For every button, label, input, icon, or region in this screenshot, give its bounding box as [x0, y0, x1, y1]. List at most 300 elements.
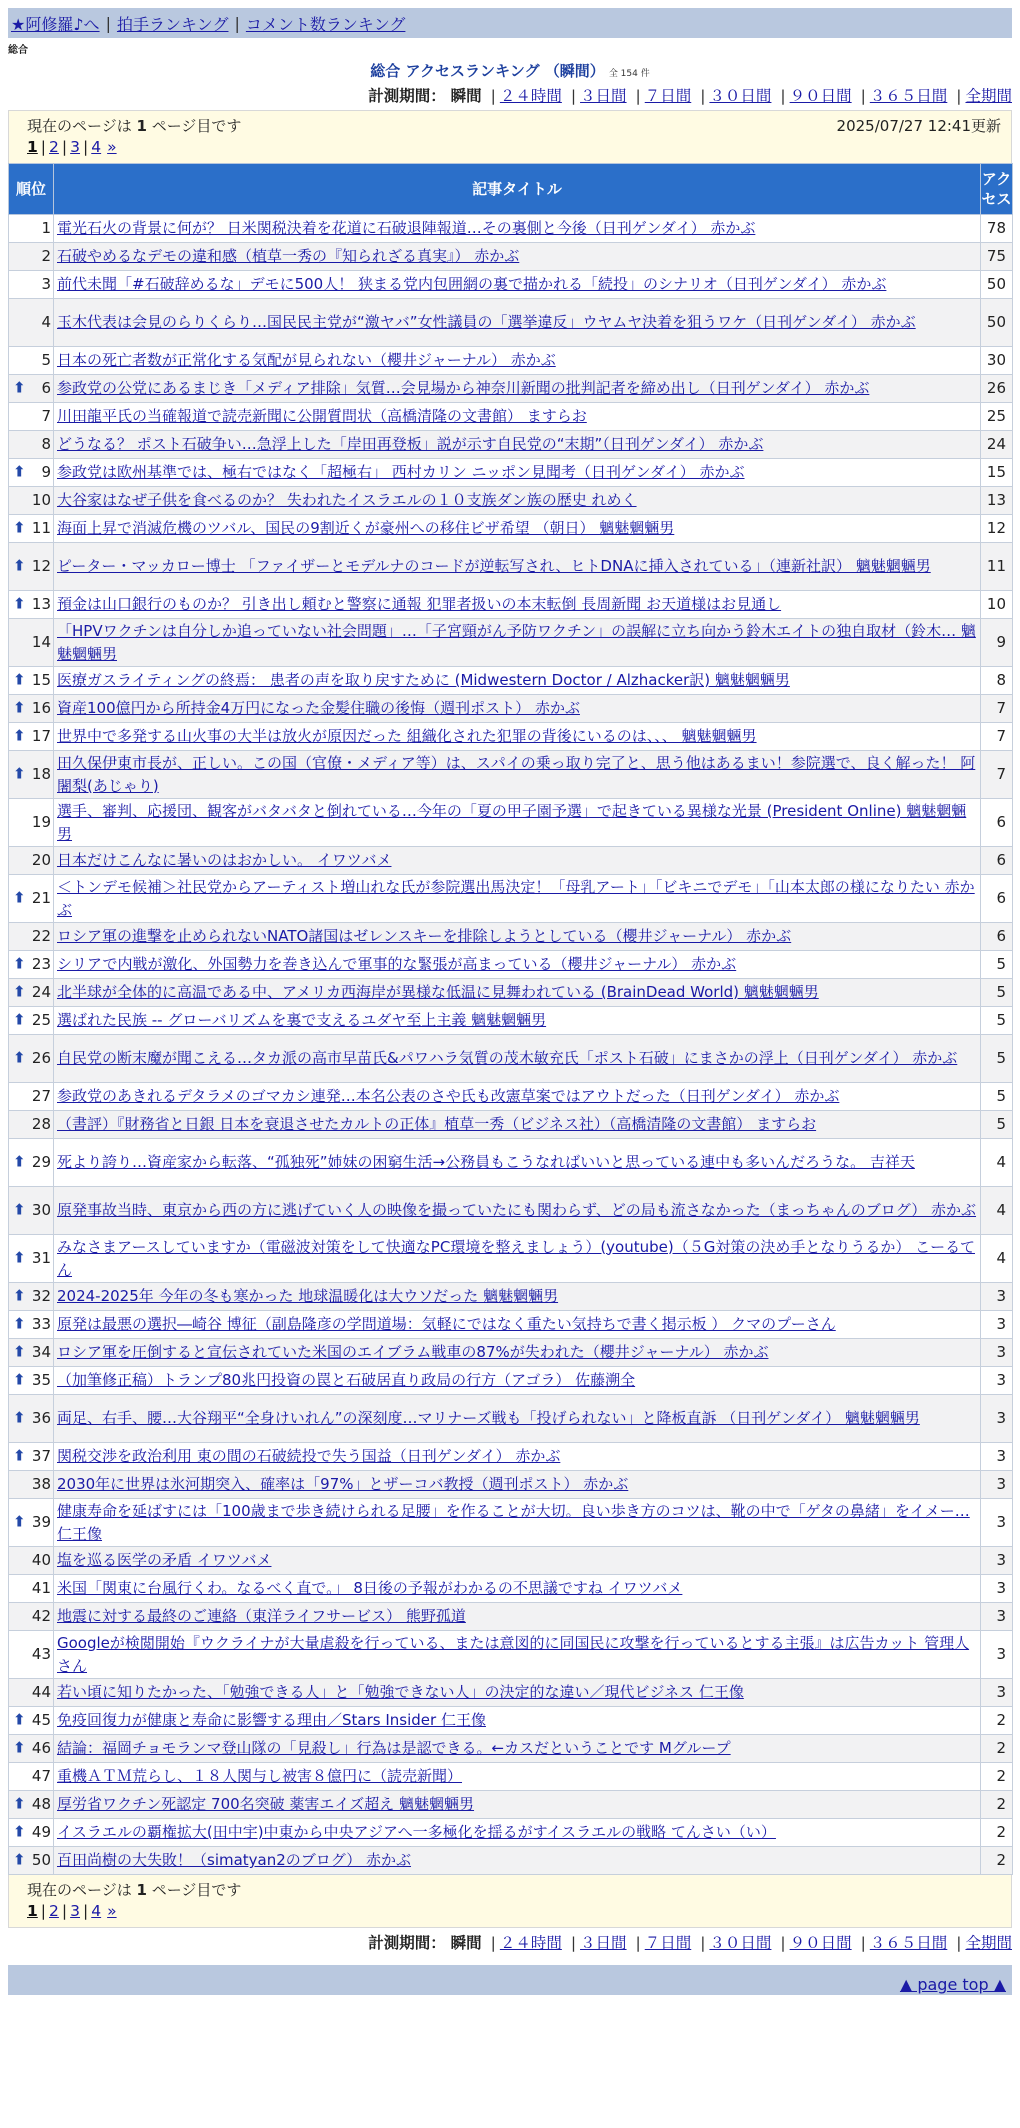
pager-current: 1	[27, 1902, 38, 1920]
table-row	[9, 667, 1013, 695]
rank-up-icon: ⬆	[13, 461, 26, 480]
rank-cell	[9, 347, 54, 375]
period-365d[interactable]: ３６５日間	[869, 1934, 948, 1952]
page-info-suffix: ページ目です	[151, 117, 242, 135]
rank-up-icon: ⬆	[13, 1285, 26, 1304]
rank-number: 39	[31, 1513, 51, 1531]
rank-number: 18	[31, 765, 51, 783]
article-link[interactable]: 関税交渉を政治利用 東の間の石破続投で失う国益（日刊ゲンダイ） 赤かぶ	[57, 1447, 561, 1465]
rank-number: 48	[31, 1795, 51, 1813]
access-count: 24	[981, 431, 1013, 459]
page-info-prefix: 現在のページは	[27, 1881, 132, 1899]
title-cell	[54, 619, 981, 667]
title-cell	[54, 1763, 981, 1791]
table-row	[9, 723, 1013, 751]
table-row	[9, 1443, 1013, 1471]
rank-up-icon: ⬆	[13, 887, 26, 906]
rank-cell	[9, 243, 54, 271]
pager-page-3[interactable]: 3	[70, 1902, 81, 1920]
period-24h[interactable]: ２４時間	[499, 87, 562, 105]
rank-up-icon: ⬆	[13, 1407, 26, 1426]
rank-up-icon: ⬆	[13, 697, 26, 716]
title-cell	[54, 347, 981, 375]
access-count: 6	[981, 799, 1013, 847]
rank-up-icon: ⬆	[13, 1445, 26, 1464]
period-90d[interactable]: ９０日間	[789, 87, 852, 105]
article-link[interactable]: 北半球が全体的に高温である中、アメリカ西海岸が異様な低温に見舞われている (BrainDead World) 魑魅魍魎男	[57, 983, 819, 1001]
access-count: 3	[981, 1339, 1013, 1367]
article-link[interactable]: 塩を巡る医学の矛盾 イワツバメ	[57, 1551, 272, 1569]
rank-cell	[9, 751, 54, 799]
ranking-table	[8, 163, 1013, 1875]
table-row	[9, 215, 1013, 243]
article-link[interactable]: 玉木代表は会見のらりくらり…国民民主党が“激ヤバ”女性議員の「選挙違反」ウヤムヤ決着を狙うワケ（日刊ゲンダイ） 赤かぶ	[57, 313, 916, 331]
article-link[interactable]: 選手、審判、応援団、観客がバタバタと倒れている…今年の「夏の甲子園予選」で起きている異様な光景 (President Online) 魑魅魍魎男	[57, 801, 967, 843]
total-count: 全 154 件	[608, 69, 650, 79]
table-row	[9, 1847, 1013, 1875]
rank-cell	[9, 1111, 54, 1139]
access-count: 3	[981, 1471, 1013, 1499]
article-link[interactable]: どうなる？ ポスト石破争い…急浮上した「岸田再登板」説が示す自民党の“末期”（日刊ゲンダイ） 赤かぶ	[57, 435, 764, 453]
pager-page-4[interactable]: 4	[91, 138, 102, 156]
title-cell	[54, 1707, 981, 1735]
table-header-row	[9, 164, 1013, 215]
rank-number: 15	[31, 671, 51, 689]
article-link[interactable]: 川田龍平氏の当確報道で読売新聞に公開質問状（高橋清隆の文書館） ますらお	[57, 407, 587, 425]
rank-number: 25	[31, 1011, 51, 1029]
article-link[interactable]: 原発は最悪の選択―崎谷 博征（副島隆彦の学問道場：気軽にではなく重たい気持ちで書く掲示板 ） クマのプーさん	[57, 1315, 836, 1333]
table-row	[9, 1187, 1013, 1235]
table-row	[9, 1679, 1013, 1707]
pager-bottom: 1 | 2 | 3 | 4 »	[27, 1902, 117, 1920]
access-count: 3	[981, 1547, 1013, 1575]
rank-number: 11	[31, 519, 51, 537]
rank-up-icon: ⬆	[13, 669, 26, 688]
table-row	[9, 1547, 1013, 1575]
rank-number: 37	[31, 1447, 51, 1465]
rank-up-icon: ⬆	[13, 1369, 26, 1388]
rank-cell	[9, 667, 54, 695]
rank-cell	[9, 1819, 54, 1847]
table-row	[9, 543, 1013, 591]
period-30d[interactable]: ３０日間	[709, 1934, 772, 1952]
table-row	[9, 923, 1013, 951]
access-count: 3	[981, 1367, 1013, 1395]
title-cell	[54, 1443, 981, 1471]
period-24h[interactable]: ２４時間	[499, 1934, 562, 1952]
rank-cell	[9, 1763, 54, 1791]
table-row	[9, 1603, 1013, 1631]
article-link[interactable]: 日本だけこんなに暑いのはおかしい。 イワツバメ	[57, 851, 392, 869]
table-row	[9, 1367, 1013, 1395]
rank-number: 47	[31, 1767, 51, 1785]
article-link[interactable]: 医療ガスライティングの終焉： 患者の声を取り戻すために (Midwestern Doctor / Alzhacker訳) 魑魅魍魎男	[57, 671, 790, 689]
rank-cell	[9, 1679, 54, 1707]
period-365d[interactable]: ３６５日間	[869, 87, 948, 105]
table-row	[9, 271, 1013, 299]
rank-cell	[9, 695, 54, 723]
access-count: 3	[981, 1395, 1013, 1443]
article-link[interactable]: 選ばれた民族 -- グローバリズムを裏で支えるユダヤ至上主義 魑魅魍魎男	[57, 1011, 547, 1029]
pager-next[interactable]: »	[107, 1902, 117, 1920]
rank-number: 17	[31, 727, 51, 745]
rank-number: 36	[31, 1409, 51, 1427]
article-link[interactable]: 地震に対する最終のご連絡（東洋ライフサービス） 熊野孤道	[57, 1607, 466, 1625]
title-cell	[54, 923, 981, 951]
title-cell	[54, 695, 981, 723]
article-link[interactable]: 預金は山口銀行のものか？ 引き出し頼むと警察に通報 犯罪者扱いの本末転倒 長周新聞 お天道様はお見通し	[57, 595, 782, 613]
title-cell	[54, 487, 981, 515]
table-row	[9, 847, 1013, 875]
article-link[interactable]: 米国「関東に台風行くわ。なるべく直で。」 8日後の予報がわかるの不思議ですね イワツバメ	[57, 1579, 683, 1597]
rank-number: 22	[31, 927, 51, 945]
table-row	[9, 1235, 1013, 1283]
period-all[interactable]: 全期間	[965, 1934, 1012, 1952]
article-link[interactable]: 結論：福岡チョモランマ登山隊の「見殺し」行為は是認できる。←カスだということです Mグループ	[57, 1739, 731, 1757]
header-access: アクセス	[981, 164, 1013, 215]
page-info-prefix: 現在のページは	[27, 117, 132, 135]
article-link[interactable]: 2024-2025年 今年の冬も寒かった 地球温暖化は大ウソだった 魑魅魍魎男	[57, 1287, 559, 1305]
title-cell	[54, 979, 981, 1007]
table-row	[9, 695, 1013, 723]
table-row	[9, 1631, 1013, 1679]
title-cell	[54, 243, 981, 271]
period-label: 計測期間：	[368, 1934, 446, 1952]
rank-up-icon: ⬆	[13, 953, 26, 972]
rank-cell	[9, 619, 54, 667]
title-cell	[54, 1139, 981, 1187]
article-link[interactable]: みなさまアースしていますか（電磁波対策をして快適なPC環境を整えましょう）(youtube)（５G対策の決め手となりうるか） こーるてん	[57, 1237, 975, 1279]
access-count: 2	[981, 1791, 1013, 1819]
title-cell	[54, 1367, 981, 1395]
pager-page-2[interactable]: 2	[49, 1902, 59, 1920]
access-count: 5	[981, 1007, 1013, 1035]
rank-cell	[9, 1471, 54, 1499]
page-info-box-bottom	[8, 1875, 1012, 1928]
rank-up-icon: ⬆	[13, 1849, 26, 1868]
title-cell	[54, 1035, 981, 1083]
rank-number: 13	[31, 595, 51, 613]
rank-up-icon: ⬆	[13, 1793, 26, 1812]
title-cell	[54, 1339, 981, 1367]
access-count: 5	[981, 979, 1013, 1007]
ranking-title-line	[0, 62, 1020, 83]
rank-number: 28	[31, 1115, 51, 1133]
rank-cell	[9, 1007, 54, 1035]
title-cell	[54, 1283, 981, 1311]
rank-cell	[9, 1547, 54, 1575]
title-cell	[54, 403, 981, 431]
rank-number: 41	[31, 1579, 51, 1597]
top-nav-bar	[8, 8, 1012, 38]
title-cell	[54, 667, 981, 695]
title-cell	[54, 1603, 981, 1631]
title-cell	[54, 515, 981, 543]
access-count: 3	[981, 1603, 1013, 1631]
title-cell	[54, 299, 981, 347]
article-link[interactable]: 2030年に世界は氷河期突入、確率は「97%」とザーコバ教授（週刊ポスト） 赤かぶ	[57, 1475, 629, 1493]
rank-cell	[9, 923, 54, 951]
rank-number: 27	[31, 1087, 51, 1105]
article-link[interactable]: 免疫回復力が健康と寿命に影響する理由／Stars Insider 仁王像	[57, 1711, 486, 1729]
table-row	[9, 1819, 1013, 1847]
rank-number: 38	[31, 1475, 51, 1493]
rank-up-icon: ⬆	[13, 763, 26, 782]
article-link[interactable]: 石破やめるなデモの違和感（植草一秀の『知られざる真実』） 赤かぶ	[57, 247, 520, 265]
page-info-box-top	[8, 110, 1012, 163]
title-cell	[54, 1083, 981, 1111]
nav-separator: |	[234, 13, 240, 33]
title-cell	[54, 591, 981, 619]
rank-up-icon: ⬆	[13, 1341, 26, 1360]
table-row	[9, 591, 1013, 619]
title-cell	[54, 951, 981, 979]
rank-number: 1	[41, 219, 51, 237]
title-cell	[54, 271, 981, 299]
rank-up-icon: ⬆	[13, 1511, 26, 1530]
title-cell	[54, 1575, 981, 1603]
article-link[interactable]: 健康寿命を延ばすには「100歳まで歩き続けられる足腰」を作ることが大切。良い歩き方のコツは、靴の中で「ゲタの鼻緒」をイメー… 仁王像	[57, 1501, 970, 1543]
rank-up-icon: ⬆	[13, 1047, 26, 1066]
title-cell	[54, 543, 981, 591]
nav-link-asyura[interactable]: ★阿修羅♪へ	[11, 14, 100, 34]
rank-number: 23	[31, 955, 51, 973]
title-cell	[54, 375, 981, 403]
rank-cell	[9, 403, 54, 431]
title-cell	[54, 1631, 981, 1679]
rank-up-icon: ⬆	[13, 555, 26, 574]
rank-cell	[9, 847, 54, 875]
rank-up-icon: ⬆	[13, 1009, 26, 1028]
rank-number: 8	[41, 435, 51, 453]
table-row	[9, 1311, 1013, 1339]
table-row	[9, 1763, 1013, 1791]
table-row	[9, 1471, 1013, 1499]
table-row	[9, 951, 1013, 979]
rank-up-icon: ⬆	[13, 1709, 26, 1728]
article-link[interactable]: 海面上昇で消滅危機のツバル、国民の9割近くが豪州への移住ビザ希望 （朝日） 魑魅魍魎男	[57, 519, 675, 537]
access-count: 7	[981, 751, 1013, 799]
article-link[interactable]: 百田尚樹の大失敗！（simatyan2のブログ） 赤かぶ	[57, 1851, 412, 1869]
article-link[interactable]: 田久保伊東市長が、正しい。この国（官僚・メディア等）は、スパイの乗っ取り完了と、思う他はあるまい！参院選で、良く解った！ 阿闍梨(あじゃり)	[57, 753, 976, 795]
rank-cell	[9, 1395, 54, 1443]
article-link[interactable]: ロシア軍を圧倒すると宣伝されていた米国のエイブラム戦車の87%が失われた（櫻井ジャーナル） 赤かぶ	[57, 1343, 769, 1361]
rank-number: 5	[41, 351, 51, 369]
title-cell	[54, 1235, 981, 1283]
pager-page-4[interactable]: 4	[91, 1902, 102, 1920]
access-count: 3	[981, 1679, 1013, 1707]
rank-up-icon: ⬆	[13, 517, 26, 536]
period-all[interactable]: 全期間	[965, 87, 1012, 105]
article-link[interactable]: 「HPVワクチンは自分しか追っていない社会問題」…「子宮頸がん予防ワクチン」の誤解に立ち向かう鈴木エイトの独自取材（鈴木… 魑魅魍魎男	[57, 621, 976, 663]
title-cell	[54, 459, 981, 487]
article-link[interactable]: ＜トンデモ候補＞社民党からアーティスト増山れな氏が参院選出馬決定！「母乳アート」「ビキニでデモ」「山本太郎の様になりたい 赤かぶ	[57, 877, 975, 919]
article-link[interactable]: （書評）『財務省と日銀 日本を衰退させたカルトの正体』植草一秀（ビジネス社）（高橋清隆の文書館） ますらお	[57, 1115, 817, 1133]
pager-top: 1 | 2 | 3 | 4 »	[27, 138, 117, 156]
table-row	[9, 979, 1013, 1007]
access-count: 2	[981, 1707, 1013, 1735]
access-count: 10	[981, 591, 1013, 619]
title-cell	[54, 1791, 981, 1819]
rank-cell	[9, 1791, 54, 1819]
period-30d[interactable]: ３０日間	[709, 87, 772, 105]
table-row	[9, 1283, 1013, 1311]
table-row	[9, 1111, 1013, 1139]
rank-up-icon: ⬆	[13, 593, 26, 612]
article-link[interactable]: 死より誇り…資産家から転落、“孤独死”姉妹の困窮生活→公務員もこうなればいいと思っている連中も多いんだろうな。 吉祥天	[57, 1153, 915, 1171]
section-label: 総合	[8, 45, 28, 56]
page-info-number: 1	[136, 1881, 147, 1899]
rank-number: 42	[31, 1607, 51, 1625]
article-link[interactable]: 自民党の断末魔が聞こえる…タカ派の高市早苗氏&パワハラ気質の茂木敏充氏「ポスト石破」にまさかの浮上（日刊ゲンダイ） 赤かぶ	[57, 1049, 958, 1067]
rank-cell	[9, 487, 54, 515]
title-cell	[54, 875, 981, 923]
access-count: 2	[981, 1763, 1013, 1791]
article-link[interactable]: Googleが検閲開始『ウクライナが大量虐殺を行っている、または意図的に同国民に攻撃を行っているとする主張』は広告カット 管理人さん	[57, 1633, 970, 1675]
access-count: 6	[981, 875, 1013, 923]
period-3d[interactable]: ３日間	[580, 87, 627, 105]
access-count: 13	[981, 487, 1013, 515]
rank-number: 2	[41, 247, 51, 265]
rank-cell	[9, 951, 54, 979]
rank-number: 7	[41, 407, 51, 425]
rank-number: 40	[31, 1551, 51, 1569]
access-count: 3	[981, 1499, 1013, 1547]
article-link[interactable]: （加筆修正稿）トランプ80兆円投資の罠と石破居直り政局の行方（アゴラ） 佐藤溯全	[57, 1371, 636, 1389]
rank-number: 50	[31, 1851, 51, 1869]
article-link[interactable]: ロシア軍の進撃を止められないNATO諸国はゼレンスキーを排除しようとしている（櫻井ジャーナル） 赤かぶ	[57, 927, 792, 945]
title-cell	[54, 1187, 981, 1235]
pager-page-3[interactable]: 3	[70, 138, 81, 156]
title-cell	[54, 431, 981, 459]
article-link[interactable]: 厚労省ワクチン死認定 700名突破 薬害エイズ超え 魑魅魍魎男	[57, 1795, 475, 1813]
rank-cell	[9, 1083, 54, 1111]
rank-cell	[9, 543, 54, 591]
title-cell	[54, 723, 981, 751]
title-cell	[54, 1847, 981, 1875]
rank-cell	[9, 1139, 54, 1187]
article-link[interactable]: 若い頃に知りたかった、「勉強できる人」と「勉強できない人」の決定的な違い／現代ビジネス 仁王像	[57, 1683, 744, 1701]
rank-cell	[9, 591, 54, 619]
rank-number: 4	[41, 313, 51, 331]
rank-up-icon: ⬆	[13, 1199, 26, 1218]
period-7d[interactable]: ７日間	[644, 1934, 692, 1952]
rank-number: 6	[41, 379, 51, 397]
access-count: 11	[981, 543, 1013, 591]
table-row	[9, 299, 1013, 347]
access-count: 25	[981, 403, 1013, 431]
table-row	[9, 243, 1013, 271]
rank-cell	[9, 1035, 54, 1083]
rank-cell	[9, 799, 54, 847]
table-row	[9, 515, 1013, 543]
rank-cell	[9, 875, 54, 923]
rank-up-icon: ⬆	[13, 1247, 26, 1266]
table-row	[9, 1735, 1013, 1763]
nav-separator: |	[105, 13, 111, 33]
table-row	[9, 1791, 1013, 1819]
period-90d[interactable]: ９０日間	[789, 1934, 852, 1952]
period-7d[interactable]: ７日間	[644, 87, 692, 105]
rank-cell	[9, 459, 54, 487]
rank-number: 29	[31, 1153, 51, 1171]
pager-next[interactable]: »	[107, 138, 117, 156]
table-row	[9, 1395, 1013, 1443]
rank-up-icon: ⬆	[13, 1821, 26, 1840]
article-link[interactable]: 電光石火の背景に何が？ 日米関税決着を花道に石破退陣報道…その裏側と今後（日刊ゲンダイ） 赤かぶ	[57, 219, 756, 237]
access-count: 5	[981, 1111, 1013, 1139]
article-link[interactable]: 両足、右手、腰…大谷翔平“全身けいれん”の深刻度…マリナーズ戦も「投げられない」と降板直訴 （日刊ゲンダイ） 魑魅魍魎男	[57, 1409, 920, 1427]
article-link[interactable]: 重機ＡＴＭ荒らし、１８人関与し被害８億円に（読売新聞）	[57, 1767, 463, 1785]
footer-bar	[8, 1965, 1012, 1995]
access-count: 4	[981, 1235, 1013, 1283]
page-top-link[interactable]: ▲ page top ▲	[899, 1975, 1006, 1994]
page-info-text	[27, 115, 241, 136]
access-count: 7	[981, 695, 1013, 723]
access-count: 3	[981, 1575, 1013, 1603]
rank-cell	[9, 723, 54, 751]
table-row	[9, 375, 1013, 403]
access-count: 15	[981, 459, 1013, 487]
article-link[interactable]: 大谷家はなぜ子供を食べるのか？ 失われたイスラエルの１０支族ダン族の歴史 れめく	[57, 491, 637, 509]
rank-number: 19	[31, 813, 51, 831]
rank-number: 49	[31, 1823, 51, 1841]
article-link[interactable]: 前代未聞「#石破辞めるな」デモに500人！ 狭まる党内包囲網の裏で描かれる「続投」のシナリオ（日刊ゲンダイ） 赤かぶ	[57, 275, 887, 293]
article-link[interactable]: シリアで内戦が激化、外国勢力を巻き込んで軍事的な緊張が高まっている（櫻井ジャーナル） 赤かぶ	[57, 955, 737, 973]
article-link[interactable]: 参政党は欧州基準では、極右ではなく「超極右」 西村カリン ニッポン見聞考（日刊ゲンダイ） 赤かぶ	[57, 463, 745, 481]
pager-page-2[interactable]: 2	[49, 138, 59, 156]
article-link[interactable]: 日本の死亡者数が正常化する気配が見られない（櫻井ジャーナル） 赤かぶ	[57, 351, 556, 369]
article-link[interactable]: 原発事故当時、東京から西の方に逃げていく人の映像を撮っていたにも関わらず、どの局も流さなかった（まっちゃんのブログ） 赤かぶ	[57, 1201, 977, 1219]
rank-number: 35	[31, 1371, 51, 1389]
ranking-title: 総合 アクセスランキング （瞬間）	[370, 62, 605, 80]
access-count: 2	[981, 1819, 1013, 1847]
table-row	[9, 619, 1013, 667]
rank-number: 20	[31, 851, 51, 869]
access-count: 30	[981, 347, 1013, 375]
rank-number: 46	[31, 1739, 51, 1757]
rank-cell	[9, 431, 54, 459]
title-cell	[54, 1007, 981, 1035]
rank-number: 3	[41, 275, 51, 293]
rank-cell	[9, 1575, 54, 1603]
title-cell	[54, 1735, 981, 1763]
rank-number: 14	[31, 633, 51, 651]
article-link[interactable]: 世界中で多発する山火事の大半は放火が原因だった 組織化された犯罪の背後にいるのは、、、 魑魅魍魎男	[57, 727, 757, 745]
updated-timestamp: 2025/07/27 12:41更新	[836, 117, 1001, 135]
article-link[interactable]: イスラエルの覇権拡大(田中宇)中東から中央アジアへ一多極化を揺るがすイスラエルの戦略 てんさい（い）	[57, 1823, 776, 1841]
title-cell	[54, 1311, 981, 1339]
article-link[interactable]: 資産100億円から所持金4万円になった金髪住職の後悔（週刊ポスト） 赤かぶ	[57, 699, 580, 717]
rank-number: 24	[31, 983, 51, 1001]
period-3d[interactable]: ３日間	[580, 1934, 627, 1952]
rank-number: 32	[31, 1287, 51, 1305]
rank-up-icon: ⬆	[13, 377, 26, 396]
article-link[interactable]: ピーター・マッカロー博士 「ファイザーとモデルナのコードが逆転写され、ヒトDNAに挿入されている」（連新社訳） 魑魅魍魎男	[57, 557, 931, 575]
rank-cell	[9, 1283, 54, 1311]
rank-cell	[9, 515, 54, 543]
article-link[interactable]: 参政党のあきれるデタラメのゴマカシ連発…本名公表のさや氏も改憲草案ではアウトだった（日刊ゲンダイ） 赤かぶ	[57, 1087, 840, 1105]
period-label: 計測期間：	[368, 87, 446, 105]
nav-link-comment-ranking[interactable]: コメント数ランキング	[245, 14, 406, 34]
rank-number: 33	[31, 1315, 51, 1333]
nav-link-applause-ranking[interactable]: 拍手ランキング	[116, 14, 229, 34]
access-count: 26	[981, 375, 1013, 403]
rank-number: 12	[31, 557, 51, 575]
table-row	[9, 751, 1013, 799]
article-link[interactable]: 参政党の公党にあるまじき「メディア排除」気質…会見場から神奈川新聞の批判記者を締め出し（日刊ゲンダイ） 赤かぶ	[57, 379, 870, 397]
rank-up-icon: ⬆	[13, 1151, 26, 1170]
